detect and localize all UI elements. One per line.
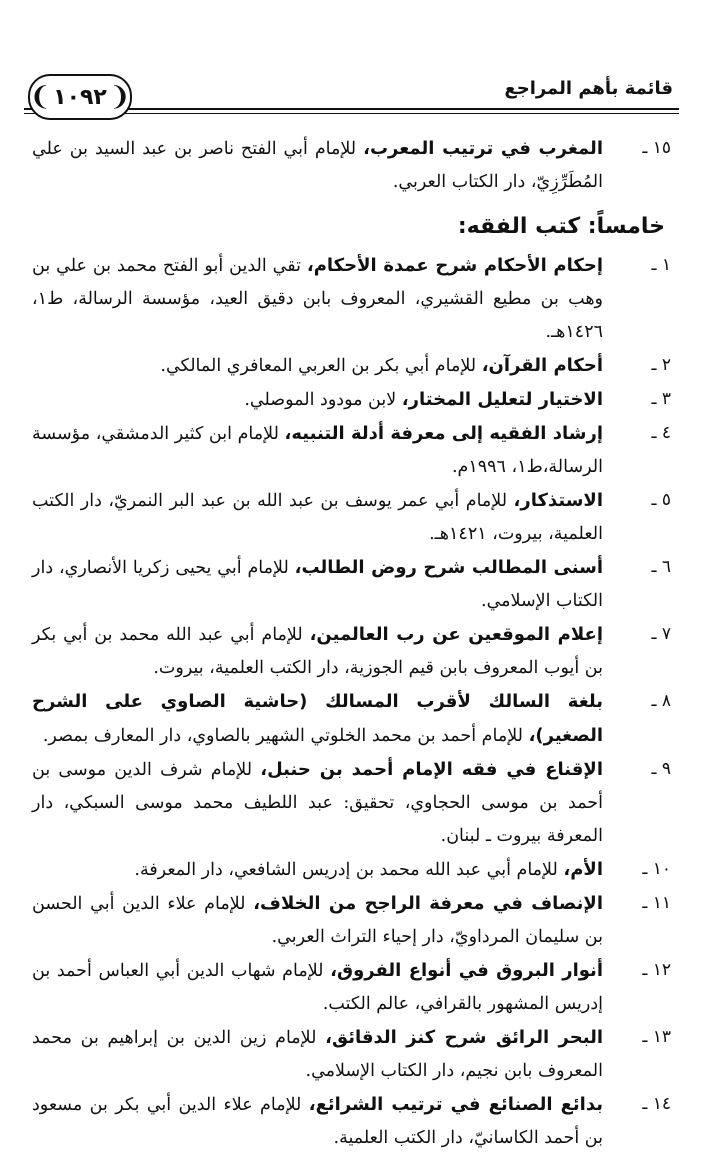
reference-entry (32, 685, 671, 753)
page-header (24, 72, 679, 122)
entry-number: ٩ ـ (651, 759, 671, 779)
entry-number: ١٣ ـ (642, 1027, 671, 1047)
reference-entry (32, 551, 671, 618)
entry-number: ١٤ ـ (642, 1094, 671, 1114)
reference-entry (32, 349, 671, 383)
entry-number: ٤ ـ (651, 423, 671, 443)
entry-number: ١ ـ (651, 255, 671, 275)
entry-title: إرشاد الفقيه إلى معرفة أدلة التنبيه، (284, 423, 603, 444)
entry-title: بلغة السالك لأقرب المسالك (حاشية الصاوي على الشرح الصغير)، (32, 691, 603, 746)
reference-entry (32, 954, 671, 1021)
entry-details: للإمام أبي عبد الله محمد بن إدريس الشافعي، دار المعرفة. (134, 860, 558, 880)
entry-details: لابن مودود الموصلي. (244, 390, 397, 410)
reference-entry (32, 417, 671, 484)
ornament-left-icon: ❨ (29, 82, 52, 112)
entry-number: ١٥ ـ (642, 138, 671, 158)
entry-title: الاختيار لتعليل المختار، (401, 389, 603, 410)
entry-details: للإمام شهاب الدين أبي العباس أحمد بن إدريس المشهور بالقرافي، عالم الكتب. (32, 961, 603, 1014)
page-number: ١٠٩٢ (53, 84, 107, 110)
entry-details: للإمام أبي يحيى زكريا الأنصاري، دار الكتاب الإسلامي. (32, 558, 603, 611)
entry-title: المغرب في ترتيب المعرب، (363, 138, 603, 159)
entry-details: للإمام شرف الدين موسى بن أحمد بن موسى الحجاوي، تحقيق: عبد اللطيف محمد موسى السبكي، دار المعرفة بيروت ـ لبنان. (32, 760, 603, 846)
entry-details: للإمام أبي عمر يوسف بن عبد الله بن عبد البر النمريّ، دار الكتب العلمية، بيروت، ١٤٢١هـ. (32, 491, 603, 544)
reference-entry (32, 618, 671, 685)
page-number-badge (28, 74, 132, 120)
entry-details: للإمام زين الدين بن إبراهيم بن محمد المعروف بابن نجيم، دار الكتاب الإسلامي. (32, 1028, 603, 1081)
entry-details: للإمام أبي بكر بن العربي المعافري المالكي. (160, 356, 477, 376)
entry-details: للإمام علاء الدين أبي بكر بن مسعود بن أحمد الكاسانيّ، دار الكتب العلمية. (32, 1095, 603, 1148)
running-title: قائمة بأهم المراجع (504, 78, 673, 99)
entry-title: إعلام الموقعين عن رب العالمين، (309, 624, 603, 645)
references-list (32, 132, 671, 1155)
reference-entry (32, 887, 671, 954)
reference-entry (32, 753, 671, 853)
entry-number: ١٢ ـ (642, 960, 671, 980)
entry-details: للإمام أبي عبد الله محمد بن أبي بكر بن أيوب المعروف بابن قيم الجوزية، دار الكتب العلمية، بيروت. (32, 625, 603, 678)
reference-entry (32, 383, 671, 417)
entry-title: الاستذكار، (513, 490, 603, 511)
entry-title: أنوار البروق في أنواع الفروق، (330, 960, 603, 981)
ornament-right-icon: ❩ (108, 82, 131, 112)
entry-number: ٧ ـ (651, 624, 671, 644)
entry-details: للإمام ابن كثير الدمشقي، مؤسسة الرسالة،ط١، ١٩٩٦م. (32, 424, 603, 477)
reference-entry (32, 1088, 671, 1155)
entry-title: الأم، (563, 859, 603, 880)
entry-number: ٨ ـ (651, 691, 671, 711)
entry-title: الإقناع في فقه الإمام أحمد بن حنبل، (260, 759, 603, 780)
entry-number: ١٠ ـ (642, 859, 671, 879)
section-heading: خامساً: كتب الفقه: (457, 214, 665, 239)
entry-number: ٥ ـ (651, 490, 671, 510)
reference-entry (32, 132, 671, 199)
entry-number: ٢ ـ (651, 355, 671, 375)
entry-details: للإمام أبي الفتح ناصر بن عبد السيد بن علي المُطَرِّزِيّ، دار الكتاب العربي. (32, 139, 603, 192)
entry-title: بدائع الصنائع في ترتيب الشرائع، (308, 1094, 603, 1115)
reference-entry (32, 1021, 671, 1088)
entry-title: إحكام الأحكام شرح عمدة الأحكام، (306, 255, 603, 276)
reference-entry (32, 853, 671, 887)
reference-entry (32, 484, 671, 551)
entry-title: أسنى المطالب شرح روض الطالب، (294, 557, 603, 578)
entry-title: أحكام القرآن، (481, 355, 603, 376)
entry-number: ١١ ـ (642, 893, 671, 913)
entry-details: للإمام أحمد بن محمد الخلوتي الشهير بالصاوي، دار المعارف بمصر. (42, 726, 523, 746)
reference-entry (32, 249, 671, 349)
entry-title: الإنصاف في معرفة الراجح من الخلاف، (253, 893, 603, 914)
entry-number: ٦ ـ (651, 557, 671, 577)
entry-details: للإمام علاء الدين أبي الحسن بن سليمان المرداويّ، دار إحياء التراث العربي. (32, 894, 603, 947)
entry-details: تقي الدين أبو الفتح محمد بن علي بن وهب بن مطيع القشيري، المعروف بابن دقيق العيد، مؤسسة الرسالة، ط١، ١٤٢٦هـ. (32, 256, 603, 342)
entry-number: ٣ ـ (651, 389, 671, 409)
entry-title: البحر الرائق شرح كنز الدقائق، (325, 1027, 603, 1048)
